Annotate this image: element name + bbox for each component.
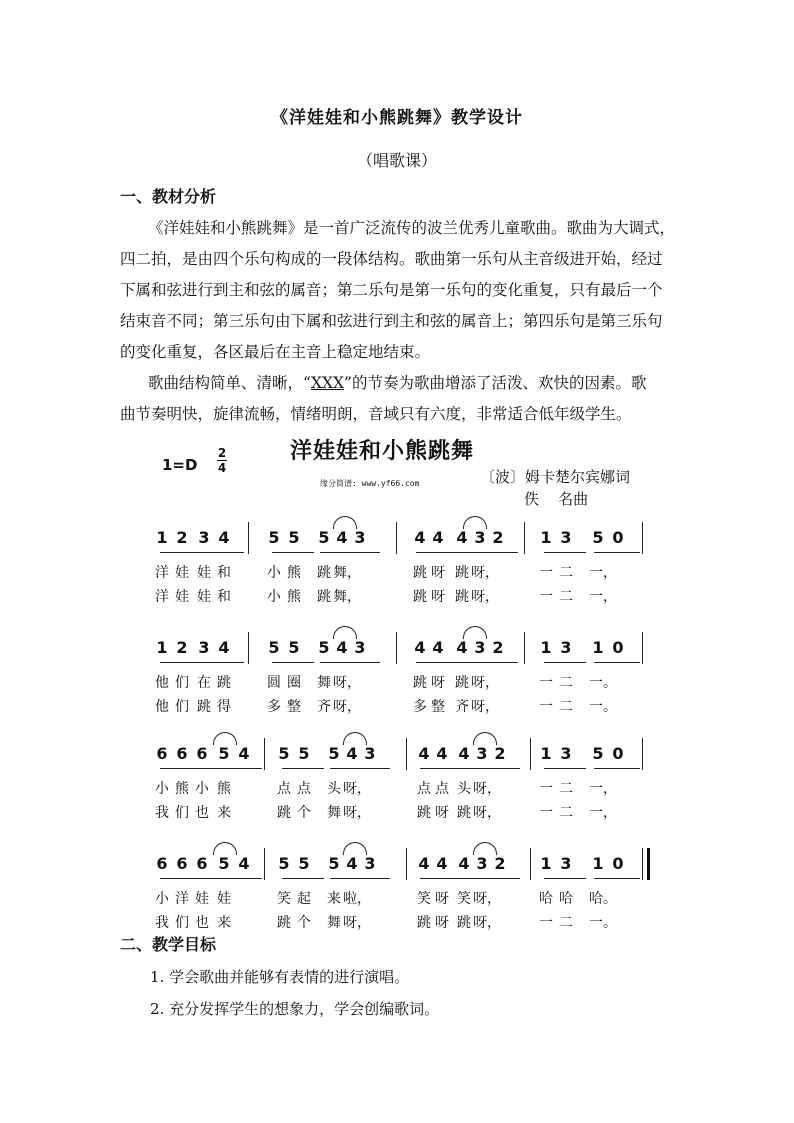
note: 0	[612, 638, 624, 657]
lyric-syllable: 舞	[327, 915, 341, 931]
lyric-syllable: 一，	[589, 589, 617, 605]
analysis-line: 曲节奏明快，旋律流畅，情绪明朗，音域只有六度，非常适合低年级学生。	[120, 405, 632, 423]
note: 1	[540, 854, 552, 873]
note: 5	[328, 744, 340, 763]
lyric-syllable: 呀，	[333, 675, 361, 691]
lyric-line	[120, 888, 680, 910]
lyric-syllable: 呀，	[471, 699, 499, 715]
lyricist: 〔波〕姆卡楚尔宾娜词	[480, 468, 631, 486]
barline	[642, 522, 643, 554]
lyric-syllable: 哈	[559, 891, 573, 907]
lyric-syllable: 跳	[455, 589, 469, 605]
beam-line	[200, 878, 262, 879]
beam-line	[416, 662, 458, 663]
composer: 佚 名曲	[524, 490, 589, 508]
lyric-syllable: 小	[267, 565, 281, 581]
note: 4	[418, 744, 430, 763]
note: 5	[592, 528, 604, 547]
lyric-syllable: 娃	[175, 589, 189, 605]
beam-line	[202, 552, 244, 553]
lyric-syllable: 啦，	[343, 891, 371, 907]
lyric-syllable: 跳	[277, 805, 291, 821]
lyric-syllable: 点	[417, 781, 431, 797]
lyric-syllable: 娃	[197, 565, 211, 581]
note: 4	[346, 744, 358, 763]
analysis-paragraph	[120, 213, 680, 430]
note: 3	[474, 638, 486, 657]
note: 5	[318, 528, 330, 547]
rhythm-pattern: XXX	[310, 374, 345, 392]
note: 1	[592, 638, 604, 657]
note-line	[120, 638, 680, 662]
note: 6	[196, 744, 208, 763]
slur-mark	[333, 626, 357, 639]
section-heading-goals: 二、教学目标	[120, 935, 217, 954]
beam-line	[320, 552, 380, 553]
lyric-syllable: 娃	[175, 565, 189, 581]
lyric-syllable: 小	[267, 589, 281, 605]
beam-line	[544, 878, 586, 879]
lyric-line	[120, 562, 680, 584]
note: 1	[540, 638, 552, 657]
note: 5	[298, 854, 310, 873]
lyric-syllable: 跳	[455, 565, 469, 581]
lyric-syllable: 呀，	[343, 915, 371, 931]
note: 3	[476, 854, 488, 873]
beam-line	[594, 768, 640, 769]
note: 5	[328, 854, 340, 873]
lyric-syllable: 跳	[417, 915, 431, 931]
lyric-syllable: 一，	[589, 565, 617, 581]
lyric-syllable: 舞	[327, 805, 341, 821]
barline	[264, 848, 265, 880]
lyric-syllable: 跳	[455, 675, 469, 691]
note: 3	[198, 528, 210, 547]
lyric-syllable: 娃	[217, 891, 231, 907]
lyric-syllable: 点	[435, 781, 449, 797]
lyric-syllable: 一	[539, 565, 553, 581]
beam-line	[160, 552, 202, 553]
lyric-syllable: 齐	[317, 699, 331, 715]
lyric-line	[120, 912, 680, 934]
lyric-syllable: 二	[559, 915, 573, 931]
note: 5	[592, 744, 604, 763]
lyric-syllable: 跳	[413, 589, 427, 605]
note: 4	[414, 638, 426, 657]
lyric-syllable: 多	[267, 699, 281, 715]
note: 4	[432, 528, 444, 547]
note: 5	[288, 528, 300, 547]
beam-line	[160, 878, 200, 879]
lyric-syllable: 呀，	[343, 805, 371, 821]
note: 4	[218, 638, 230, 657]
meter-bottom: 4	[217, 461, 227, 475]
lyric-syllable: 二	[559, 675, 573, 691]
lyric-syllable: 齐	[455, 699, 469, 715]
lyric-syllable: 跳	[457, 805, 471, 821]
barline	[642, 632, 643, 664]
lyric-syllable: 娃	[197, 589, 211, 605]
section-heading-analysis: 一、教材分析	[120, 187, 217, 206]
barline	[264, 738, 265, 770]
lyric-syllable: 一	[539, 915, 553, 931]
note: 1	[156, 528, 168, 547]
final-barline	[642, 848, 650, 880]
rhythm-text-a: 歌曲结构简单、清晰，“	[148, 374, 311, 392]
lyric-syllable: 圆	[267, 675, 281, 691]
lyric-line	[120, 696, 680, 718]
lyric-syllable: 二	[559, 565, 573, 581]
lyric-syllable: 点	[277, 781, 291, 797]
lyric-syllable: 二	[559, 589, 573, 605]
beam-line	[462, 878, 520, 879]
slur-mark	[463, 516, 487, 529]
note: 4	[456, 528, 468, 547]
lyric-syllable: 来	[327, 891, 341, 907]
lyric-syllable: 整	[431, 699, 445, 715]
note: 4	[418, 854, 430, 873]
note: 2	[176, 638, 188, 657]
note: 6	[196, 854, 208, 873]
lyric-syllable: 也	[195, 805, 209, 821]
lyric-syllable: 头	[327, 781, 341, 797]
lyric-syllable: 小	[155, 891, 169, 907]
lyric-syllable: 和	[217, 565, 231, 581]
lyric-syllable: 熊	[287, 589, 301, 605]
lyric-syllable: 起	[297, 891, 311, 907]
note: 5	[278, 744, 290, 763]
beam-line	[458, 662, 518, 663]
lyric-syllable: 头	[457, 781, 471, 797]
beam-line	[544, 768, 586, 769]
lyric-syllable: 哈。	[589, 891, 617, 907]
lyric-syllable: 呀	[435, 805, 449, 821]
beam-line	[320, 662, 380, 663]
beam-line	[462, 768, 520, 769]
lyric-syllable: 舞	[317, 675, 331, 691]
lyric-syllable: 他	[155, 675, 169, 691]
lyric-syllable: 他	[155, 699, 169, 715]
lyric-syllable: 个	[297, 805, 311, 821]
note: 3	[560, 638, 572, 657]
lyric-syllable: 熊	[217, 781, 231, 797]
beam-line	[282, 768, 324, 769]
analysis-line: 《洋娃娃和小熊跳舞》是一首广泛流传的波兰优秀儿童歌曲。歌曲为大调式，	[148, 219, 676, 237]
lyric-syllable: 呀，	[343, 781, 371, 797]
lyric-syllable: 跳	[417, 805, 431, 821]
time-signature	[217, 446, 227, 475]
note: 2	[492, 638, 504, 657]
note: 5	[278, 854, 290, 873]
analysis-line: 的变化重复，各区最后在主音上稳定地结束。	[120, 343, 431, 361]
barline	[396, 632, 397, 664]
lyric-syllable: 一。	[589, 675, 617, 691]
note: 6	[176, 744, 188, 763]
lyric-syllable: 跳	[317, 589, 331, 605]
lyric-syllable: 来	[217, 915, 231, 931]
analysis-line: 下属和弦进行到主和弦的属音；第二乐句是第一乐句的变化重复，只有最后一个	[120, 281, 663, 299]
note: 3	[364, 744, 376, 763]
note: 5	[218, 854, 230, 873]
lyric-syllable: 二	[559, 699, 573, 715]
note: 4	[432, 638, 444, 657]
lyric-syllable: 点	[297, 781, 311, 797]
barline	[642, 738, 643, 770]
lyric-syllable: 洋	[175, 891, 189, 907]
lyric-syllable: 洋	[155, 589, 169, 605]
note: 1	[156, 638, 168, 657]
song-title: 洋娃娃和小熊跳舞	[290, 439, 475, 464]
beam-line	[272, 662, 314, 663]
barline	[396, 522, 397, 554]
lyric-syllable: 我	[155, 805, 169, 821]
analysis-line: 结束音不同；第三乐句由下属和弦进行到主和弦的属音上；第四乐句是第三乐句	[120, 312, 663, 330]
note-line	[120, 744, 680, 768]
note: 3	[560, 854, 572, 873]
lyric-syllable: 呀	[431, 565, 445, 581]
beam-line	[594, 878, 640, 879]
beam-line	[458, 552, 518, 553]
slur-mark	[473, 732, 497, 745]
lyric-syllable: 们	[175, 915, 189, 931]
lyric-syllable: 多	[413, 699, 427, 715]
note: 4	[436, 744, 448, 763]
page-title: 《洋娃娃和小熊跳舞》教学设计	[271, 108, 523, 128]
barline	[248, 522, 249, 554]
slur-mark	[463, 626, 487, 639]
beam-line	[420, 878, 462, 879]
lyric-syllable: 呀，	[473, 805, 501, 821]
note: 3	[364, 854, 376, 873]
lyric-line	[120, 586, 680, 608]
lyric-syllable: 娃	[195, 891, 209, 907]
note: 3	[198, 638, 210, 657]
note: 4	[436, 854, 448, 873]
lyric-syllable: 一，	[589, 805, 617, 821]
barline	[406, 738, 407, 770]
lyric-syllable: 我	[155, 915, 169, 931]
lyric-syllable: 哈	[539, 891, 553, 907]
goal-item: 2. 充分发挥学生的想象力，学会创编歌词。	[150, 1000, 440, 1018]
lyric-syllable: 笑	[457, 891, 471, 907]
beam-line	[420, 768, 462, 769]
slur-mark	[473, 842, 497, 855]
meter-top: 2	[217, 446, 227, 460]
lyric-syllable: 得	[217, 699, 231, 715]
note: 3	[560, 744, 572, 763]
lyric-syllable: 呀，	[471, 675, 499, 691]
lyric-syllable: 小	[155, 781, 169, 797]
rhythm-text-b: ”的节奏为歌曲增添了活泼、欢快的因素。歌	[344, 374, 647, 392]
note: 3	[476, 744, 488, 763]
beam-line	[544, 552, 586, 553]
lyric-syllable: 洋	[155, 565, 169, 581]
note: 0	[612, 854, 624, 873]
note: 4	[238, 854, 250, 873]
note: 6	[156, 854, 168, 873]
slur-mark	[213, 732, 237, 745]
note: 3	[354, 528, 366, 547]
lyric-syllable: 一	[539, 699, 553, 715]
lyric-line	[120, 802, 680, 824]
note: 5	[318, 638, 330, 657]
page-subtitle: （唱歌课）	[356, 151, 437, 170]
lyric-line	[120, 672, 680, 694]
note: 3	[474, 528, 486, 547]
lyric-syllable: 呀，	[333, 699, 361, 715]
goal-item: 1. 学会歌曲并能够有表情的进行演唱。	[150, 968, 410, 986]
lyric-line	[120, 778, 680, 800]
note: 4	[238, 744, 250, 763]
note: 2	[494, 744, 506, 763]
lyric-syllable: 一	[539, 589, 553, 605]
beam-line	[544, 662, 586, 663]
slur-mark	[333, 516, 357, 529]
note: 6	[176, 854, 188, 873]
note: 2	[492, 528, 504, 547]
score-credits	[480, 466, 630, 510]
lyric-syllable: 跳	[277, 915, 291, 931]
score-source: 缘分简谱: www.yf66.com	[320, 479, 420, 488]
beam-line	[160, 768, 200, 769]
beam-line	[160, 662, 202, 663]
lyric-syllable: 跳	[413, 565, 427, 581]
note: 1	[540, 528, 552, 547]
lyric-syllable: 笑	[417, 891, 431, 907]
lyric-syllable: 呀，	[473, 781, 501, 797]
lyric-syllable: 熊	[175, 781, 189, 797]
slur-mark	[343, 732, 367, 745]
lyric-syllable: 整	[287, 699, 301, 715]
barline	[248, 632, 249, 664]
note: 0	[612, 528, 624, 547]
lyric-syllable: 呀	[435, 891, 449, 907]
lyric-syllable: 舞，	[333, 589, 361, 605]
note: 4	[414, 528, 426, 547]
lyric-syllable: 一	[539, 781, 553, 797]
lyric-syllable: 一，	[589, 781, 617, 797]
note: 0	[612, 744, 624, 763]
note: 4	[458, 744, 470, 763]
score-row	[120, 836, 680, 946]
lyric-syllable: 呀，	[471, 589, 499, 605]
score-row	[120, 510, 680, 620]
lyric-syllable: 呀，	[471, 565, 499, 581]
barline	[406, 848, 407, 880]
lyric-syllable: 在	[197, 675, 211, 691]
lyric-syllable: 来	[217, 805, 231, 821]
lyric-syllable: 和	[217, 589, 231, 605]
note: 5	[268, 638, 280, 657]
beam-line	[330, 768, 390, 769]
barline	[524, 632, 525, 664]
note: 4	[218, 528, 230, 547]
lyric-syllable: 熊	[287, 565, 301, 581]
note: 3	[354, 638, 366, 657]
lyric-syllable: 跳	[413, 675, 427, 691]
beam-line	[202, 662, 244, 663]
lyric-syllable: 们	[175, 699, 189, 715]
note: 1	[540, 744, 552, 763]
lyric-syllable: 一。	[589, 699, 617, 715]
note: 5	[298, 744, 310, 763]
key-signature: 1=D	[162, 456, 198, 474]
lyric-syllable: 跳	[317, 565, 331, 581]
beam-line	[594, 662, 640, 663]
lyric-syllable: 舞，	[333, 565, 361, 581]
lyric-syllable: 呀	[431, 589, 445, 605]
lyric-syllable: 呀，	[473, 915, 501, 931]
score-row	[120, 726, 680, 836]
lyric-syllable: 呀，	[473, 891, 501, 907]
note-line	[120, 854, 680, 878]
lyric-syllable: 二	[559, 805, 573, 821]
lyric-syllable: 个	[297, 915, 311, 931]
barline	[524, 522, 525, 554]
note: 2	[176, 528, 188, 547]
beam-line	[282, 878, 324, 879]
slur-mark	[343, 842, 367, 855]
beam-line	[272, 552, 314, 553]
note: 4	[456, 638, 468, 657]
lyric-syllable: 一	[539, 805, 553, 821]
score-row	[120, 620, 680, 730]
note: 4	[336, 528, 348, 547]
lyric-syllable: 也	[195, 915, 209, 931]
note: 6	[156, 744, 168, 763]
note: 3	[560, 528, 572, 547]
lyric-syllable: 们	[175, 675, 189, 691]
note: 2	[494, 854, 506, 873]
note: 5	[268, 528, 280, 547]
note: 1	[592, 854, 604, 873]
lyric-syllable: 一	[539, 675, 553, 691]
lyric-syllable: 跳	[217, 675, 231, 691]
lyric-syllable: 二	[559, 781, 573, 797]
beam-line	[330, 878, 390, 879]
lyric-syllable: 小	[195, 781, 209, 797]
lyric-syllable: 跳	[457, 915, 471, 931]
lyric-syllable: 呀	[431, 675, 445, 691]
barline	[530, 848, 531, 880]
lyric-syllable: 一。	[589, 915, 617, 931]
note-line	[120, 528, 680, 552]
note: 4	[346, 854, 358, 873]
lyric-syllable: 呀	[435, 915, 449, 931]
beam-line	[594, 552, 640, 553]
note: 5	[288, 638, 300, 657]
slur-mark	[213, 842, 237, 855]
note: 4	[336, 638, 348, 657]
music-score	[120, 428, 680, 933]
beam-line	[200, 768, 262, 769]
beam-line	[416, 552, 458, 553]
analysis-line: 四二拍，是由四个乐句构成的一段体结构。歌曲第一乐句从主音级进开始，经过	[120, 250, 663, 268]
lyric-syllable: 笑	[277, 891, 291, 907]
note: 4	[458, 854, 470, 873]
lyric-syllable: 圈	[287, 675, 301, 691]
barline	[530, 738, 531, 770]
note: 5	[218, 744, 230, 763]
lyric-syllable: 跳	[197, 699, 211, 715]
lyric-syllable: 们	[175, 805, 189, 821]
